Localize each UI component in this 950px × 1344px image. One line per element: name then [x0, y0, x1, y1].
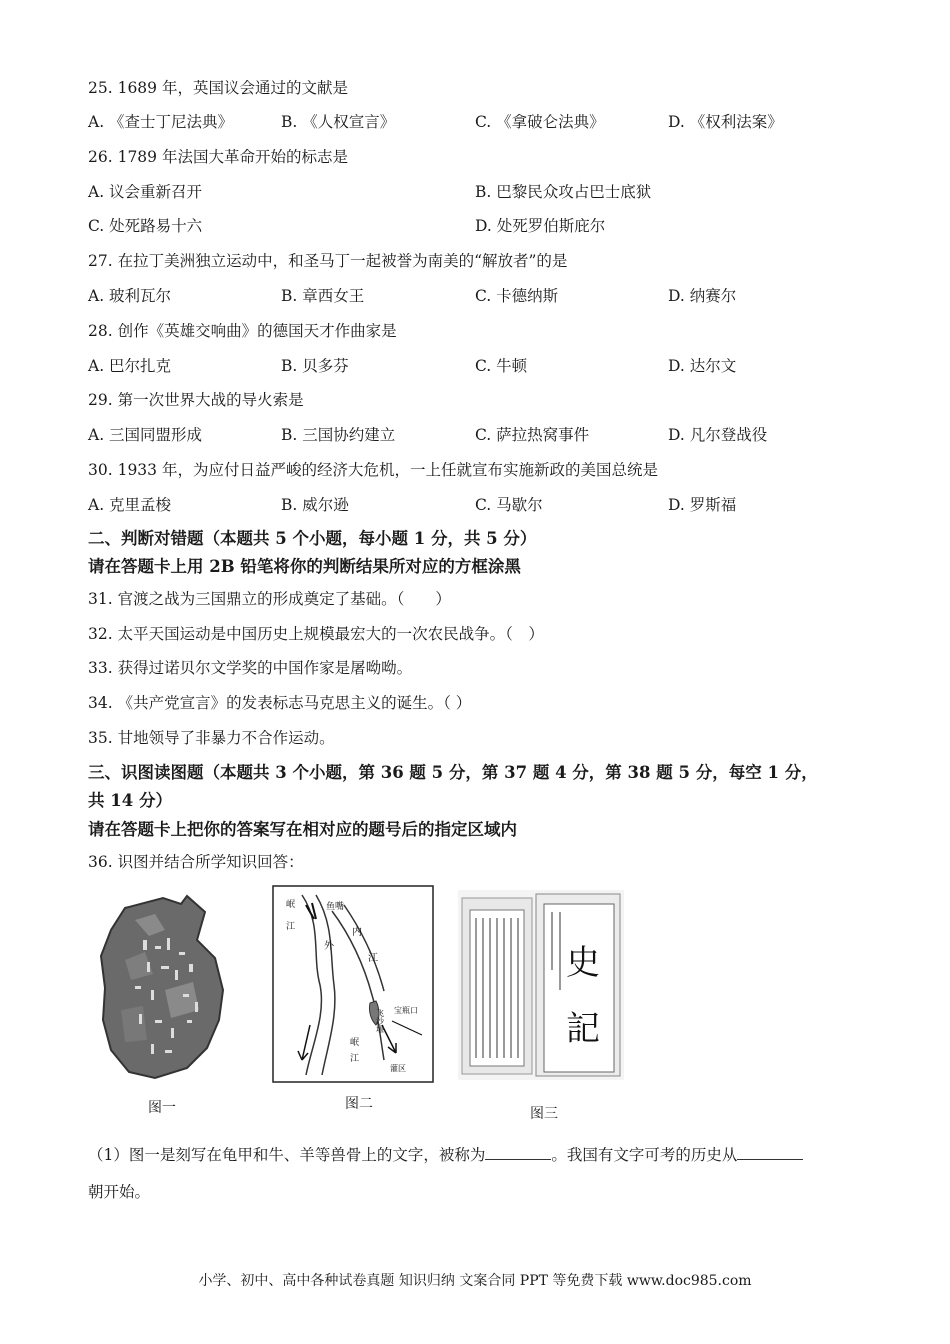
q26-option-d: D. 处死罗伯斯庇尔 — [475, 217, 606, 235]
map-label-yuzui: 鱼嘴 — [326, 902, 345, 912]
map-label-jiang-3: 江 — [350, 1054, 360, 1064]
question-26-stem: 26. 1789 年法国大革命开始的标志是 — [88, 148, 348, 166]
map-label-nei: 内 — [352, 927, 362, 938]
q26-option-c: C. 处死路易十六 — [88, 217, 203, 235]
question-35: 35. 甘地领导了非暴力不合作运动。 — [88, 729, 335, 747]
answer-blank-1[interactable] — [485, 1145, 551, 1160]
question-29-stem: 29. 第一次世界大战的导火索是 — [88, 391, 304, 409]
map-label-min-2: 岷 — [350, 1038, 360, 1048]
map-label-min-1: 岷 — [286, 900, 296, 910]
q25-option-d: D. 《权利法案》 — [668, 113, 783, 131]
section2-title: 二、判断对错题（本题共 5 个小题，每小题 1 分，共 5 分） — [88, 529, 537, 548]
section2-instruction: 请在答题卡上用 2B 铅笔将你的判断结果所对应的方框涂黑 — [88, 557, 521, 576]
question-27-stem: 27. 在拉丁美洲独立运动中，和圣马丁一起被誉为南美的“解放者”的是 — [88, 252, 568, 270]
q28-option-d: D. 达尔文 — [668, 357, 737, 375]
q26-option-a: A. 议会重新召开 — [88, 183, 203, 201]
q36-part1-line2: 朝开始。 — [88, 1183, 151, 1201]
q25-option-a: A. 《查士丁尼法典》 — [88, 113, 234, 131]
q36-part1-line1 — [88, 1145, 803, 1165]
section3-title-line1: 三、识图读图题（本题共 3 个小题，第 36 题 5 分，第 37 题 4 分，第 38 题 5 分，每空 1 分， — [88, 763, 818, 782]
figure-2-caption: 图二 — [345, 1096, 373, 1112]
question-34: 34. 《共产党宣言》的发表标志马克思主义的诞生。（ ） — [88, 694, 472, 712]
q30-option-c: C. 马歇尔 — [475, 496, 543, 514]
q36-part1-text-b: 。我国有文字可考的历史从 — [551, 1146, 738, 1164]
map-label-guanqu: 灌区 — [390, 1064, 406, 1073]
q27-option-a: A. 玻利瓦尔 — [88, 287, 172, 305]
q25-option-c: C. 《拿破仑法典》 — [475, 113, 605, 131]
q27-option-c: C. 卡德纳斯 — [475, 287, 559, 305]
question-33: 33. 获得过诺贝尔文学奖的中国作家是屠呦呦。 — [88, 659, 413, 677]
q28-option-b: B. 贝多芬 — [281, 357, 349, 375]
q28-option-a: A. 巴尔扎克 — [88, 357, 172, 375]
map-label-baopingkou: 宝瓶口 — [394, 1006, 418, 1015]
map-label-jiang-2: 江 — [368, 953, 378, 964]
q29-option-c: C. 萨拉热窝事件 — [475, 426, 590, 444]
page-footer: 小学、初中、高中各种试卷真题 知识归纳 文案合同 PPT 等免费下载 www.doc985.com — [198, 1273, 752, 1289]
book-title-char-2: 記 — [566, 1009, 600, 1049]
q29-option-b: B. 三国协约建立 — [281, 426, 396, 444]
question-30-stem: 30. 1933 年，为应付日益严峻的经济大危机，一上任就宣布实施新政的美国总统是 — [88, 461, 658, 479]
q29-option-a: A. 三国同盟形成 — [88, 426, 203, 444]
question-36-stem: 36. 识图并结合所学知识回答： — [88, 853, 304, 871]
section3-instruction: 请在答题卡上把你的答案写在相对应的题号后的指定区域内 — [88, 820, 517, 839]
q30-option-d: D. 罗斯福 — [668, 496, 737, 514]
oracle-bone-image — [95, 890, 230, 1085]
q26-option-b: B. 巴黎民众攻占巴士底狱 — [475, 183, 652, 201]
question-25-stem: 25. 1689 年，英国议会通过的文献是 — [88, 79, 348, 97]
q36-part1-text-a: （1）图一是刻写在龟甲和牛、羊等兽骨上的文字，被称为 — [88, 1146, 486, 1164]
question-31: 31. 官渡之战为三国鼎立的形成奠定了基础。（ ） — [88, 590, 451, 608]
map-label-jiang-1: 江 — [286, 922, 296, 932]
q28-option-c: C. 牛顿 — [475, 357, 528, 375]
figure-3-caption: 图三 — [530, 1106, 558, 1122]
q25-option-b: B. 《人权宣言》 — [281, 113, 396, 131]
q27-option-d: D. 纳赛尔 — [668, 287, 737, 305]
q27-option-b: B. 章西女王 — [281, 287, 365, 305]
q29-option-d: D. 凡尔登战役 — [668, 426, 768, 444]
map-label-feishayan: 飞沙堰 — [375, 1009, 385, 1033]
question-32: 32. 太平天国运动是中国历史上规模最宏大的一次农民战争。（ ） — [88, 625, 544, 643]
section3-title-line2: 共 14 分） — [88, 791, 172, 810]
q30-option-b: B. 威尔逊 — [281, 496, 349, 514]
map-label-wai: 外 — [324, 941, 334, 952]
answer-blank-2[interactable] — [737, 1145, 803, 1160]
shiji-book-image — [458, 890, 624, 1080]
book-title-char-1: 史 — [566, 943, 600, 983]
dujiangyan-map — [272, 885, 434, 1083]
q30-option-a: A. 克里孟梭 — [88, 496, 172, 514]
question-28-stem: 28. 创作《英雄交响曲》的德国天才作曲家是 — [88, 322, 397, 340]
figure-1-caption: 图一 — [148, 1100, 176, 1116]
